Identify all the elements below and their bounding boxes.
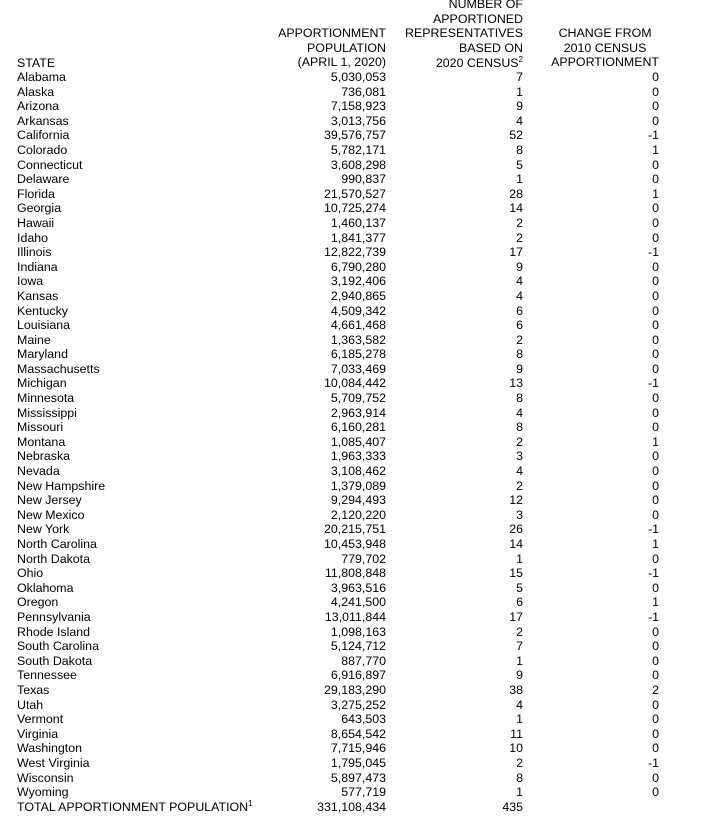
representatives-column-header	[405, 0, 523, 70]
representatives-value: 12	[509, 493, 523, 508]
table-row	[0, 318, 714, 333]
representatives-value: 38	[509, 682, 523, 697]
total-label: TOTAL APPORTIONMENT POPULATION	[17, 799, 249, 814]
population-value: 29,183,290	[323, 682, 386, 697]
change-value: -1	[647, 245, 659, 260]
population-value: 11,808,848	[324, 566, 386, 581]
change-value: 0	[652, 741, 659, 756]
representatives-value: 4	[516, 288, 523, 303]
population-header-line: (APRIL 1, 2020)	[297, 55, 386, 70]
state-name: New York	[17, 522, 70, 537]
table-row	[0, 639, 714, 654]
population-value: 3,963,516	[330, 580, 386, 595]
state-name: Rhode Island	[17, 624, 91, 639]
state-name: Pennsylvania	[17, 609, 91, 624]
population-value: 2,963,914	[330, 405, 386, 420]
representatives-value: 11	[510, 726, 523, 741]
population-value: 12,822,739	[323, 245, 386, 260]
table-row	[0, 698, 714, 713]
table-row	[0, 201, 714, 216]
population-value: 1,963,333	[330, 449, 386, 464]
state-name: Arkansas	[17, 113, 69, 128]
state-name: Wisconsin	[17, 770, 74, 785]
table-row	[0, 552, 714, 567]
representatives-value: 2	[516, 434, 523, 449]
representatives-header-line: BASED ON	[458, 41, 523, 56]
table-row	[0, 260, 714, 275]
state-name: Virginia	[17, 726, 59, 741]
table-row	[0, 406, 714, 421]
change-value: 0	[652, 113, 659, 128]
change-header-line: CHANGE FROM	[558, 26, 652, 40]
state-name: West Virginia	[17, 755, 90, 770]
population-value: 6,160,281	[330, 420, 386, 435]
table-row	[0, 522, 714, 537]
population-value: 1,085,407	[330, 434, 386, 449]
population-value: 1,098,163	[330, 624, 386, 639]
representatives-value: 6	[516, 595, 523, 610]
population-value: 6,916,897	[330, 668, 386, 683]
representatives-value: 14	[509, 201, 523, 216]
representatives-value: 7	[516, 70, 523, 84]
population-value: 7,033,469	[330, 361, 386, 376]
state-name: Tennessee	[17, 668, 77, 683]
table-row	[0, 712, 714, 727]
state-name: Nevada	[17, 464, 60, 479]
state-name: South Carolina	[17, 639, 99, 654]
change-value: 0	[652, 668, 659, 683]
table-row	[0, 537, 714, 552]
representatives-value: 1	[516, 712, 523, 727]
population-value: 4,241,500	[330, 595, 386, 610]
table-row	[0, 376, 714, 391]
representatives-value: 5	[516, 157, 523, 172]
state-column-header	[17, 56, 55, 71]
state-name: Colorado	[17, 142, 68, 157]
table-row	[0, 70, 714, 85]
table-row	[0, 245, 714, 260]
state-name: South Dakota	[17, 653, 93, 668]
table-row	[0, 158, 714, 173]
state-name: Oregon	[17, 595, 59, 610]
population-value: 5,709,752	[330, 391, 386, 406]
state-name: Arizona	[17, 99, 60, 114]
change-value: 1	[652, 595, 659, 610]
representatives-value: 9	[516, 668, 523, 683]
table-row	[0, 566, 714, 581]
table-row	[0, 668, 714, 683]
table-row	[0, 347, 714, 362]
representatives-value: 9	[516, 361, 523, 376]
representatives-value: 2	[516, 230, 523, 245]
representatives-value: 1	[516, 551, 523, 566]
representatives-value: 1	[516, 785, 523, 800]
state-name: Ohio	[17, 566, 44, 581]
change-value: 1	[652, 186, 659, 201]
population-value: 1,841,377	[330, 230, 386, 245]
change-header-line: APPORTIONMENT	[551, 55, 659, 70]
state-name: Delaware	[17, 172, 70, 187]
change-value: 0	[652, 201, 659, 216]
change-value: 0	[652, 99, 659, 114]
table-row	[0, 785, 714, 800]
table-row	[0, 771, 714, 786]
table-row	[0, 727, 714, 742]
population-value: 577,719	[341, 785, 386, 800]
state-header-label: STATE	[17, 56, 56, 70]
representatives-value: 10	[509, 741, 523, 756]
state-name: New Hampshire	[17, 478, 106, 493]
population-value: 887,770	[341, 653, 386, 668]
representatives-header-line	[405, 56, 523, 71]
state-name: Hawaii	[17, 215, 55, 230]
change-header-line: 2010 CENSUS	[563, 40, 647, 55]
change-value: 0	[652, 551, 659, 566]
representatives-footnote-marker: 2	[518, 54, 523, 64]
representatives-value: 2	[516, 755, 523, 770]
population-value: 5,124,712	[330, 639, 386, 654]
population-header-line: APPORTIONMENT	[278, 26, 386, 40]
representatives-value: 8	[516, 142, 523, 157]
total-population-value: 331,108,434	[317, 799, 386, 814]
representatives-header-line: APPORTIONED	[433, 11, 523, 26]
change-value: 0	[652, 303, 659, 318]
change-value: -1	[647, 522, 659, 537]
state-name: Idaho	[17, 230, 49, 245]
state-name: Utah	[17, 697, 44, 712]
population-value: 5,030,053	[330, 70, 386, 84]
state-name: Iowa	[17, 274, 44, 289]
population-value: 7,715,946	[330, 741, 386, 756]
representatives-value: 1	[516, 653, 523, 668]
table-row	[0, 449, 714, 464]
population-value: 5,782,171	[330, 142, 386, 157]
population-value: 13,011,844	[324, 609, 386, 624]
change-value: -1	[647, 755, 659, 770]
population-value: 6,790,280	[330, 259, 386, 274]
table-row	[0, 187, 714, 202]
population-value: 9,294,493	[330, 493, 386, 508]
change-value: 0	[652, 726, 659, 741]
table-row	[0, 625, 714, 640]
table-row	[0, 274, 714, 289]
representatives-value: 17	[509, 609, 523, 624]
table-row	[0, 756, 714, 771]
table-row	[0, 172, 714, 187]
state-name: North Carolina	[17, 537, 97, 551]
change-value: 0	[652, 391, 659, 406]
population-value: 4,661,468	[330, 318, 386, 333]
table-row	[0, 99, 714, 114]
population-column-header	[278, 26, 386, 70]
state-name: Wyoming	[17, 785, 69, 800]
table-row	[0, 304, 714, 319]
representatives-value: 28	[509, 186, 523, 201]
population-value: 3,013,756	[330, 113, 386, 128]
state-name: Massachusetts	[17, 361, 100, 376]
state-name: Texas	[17, 682, 50, 697]
table-row	[0, 479, 714, 494]
representatives-value: 6	[516, 318, 523, 333]
state-name: Kentucky	[17, 303, 68, 318]
population-value: 1,795,045	[330, 755, 386, 770]
representatives-value: 3	[516, 449, 523, 464]
representatives-header-line: REPRESENTATIVES	[405, 26, 523, 41]
representatives-value: 9	[516, 259, 523, 274]
table-row	[0, 581, 714, 596]
change-value: -1	[647, 376, 659, 391]
population-value: 3,192,406	[330, 274, 386, 289]
state-name: Michigan	[17, 376, 67, 391]
change-value: 2	[652, 682, 659, 697]
representatives-value: 3	[516, 507, 523, 522]
table-row	[0, 435, 714, 450]
representatives-value: 26	[509, 522, 523, 537]
representatives-value: 13	[509, 376, 523, 391]
population-value: 3,608,298	[330, 157, 386, 172]
change-value: 0	[652, 332, 659, 347]
population-value: 5,897,473	[330, 770, 386, 785]
representatives-value: 7	[516, 639, 523, 654]
state-name: Illinois	[17, 245, 52, 260]
state-name: Louisiana	[17, 318, 71, 333]
table-row	[0, 420, 714, 435]
population-value: 990,837	[341, 172, 386, 187]
change-value: 0	[652, 770, 659, 785]
population-value: 10,725,274	[323, 201, 386, 216]
representatives-value: 4	[516, 405, 523, 420]
table-row	[0, 464, 714, 479]
representatives-value: 8	[516, 391, 523, 406]
table-row	[0, 595, 714, 610]
population-header-line: POPULATION	[307, 40, 386, 55]
population-value: 7,158,923	[330, 99, 386, 114]
change-value: 0	[652, 288, 659, 303]
representatives-value: 17	[509, 245, 523, 260]
population-value: 6,185,278	[330, 347, 386, 362]
population-value: 3,275,252	[330, 697, 386, 712]
representatives-value: 2	[516, 332, 523, 347]
representatives-value: 2	[516, 624, 523, 639]
population-value: 1,363,582	[330, 332, 386, 347]
representatives-value: 9	[516, 99, 523, 114]
table-row	[0, 391, 714, 406]
representatives-value: 4	[516, 464, 523, 479]
change-value: 0	[652, 274, 659, 289]
change-value: 0	[652, 493, 659, 508]
change-value: 0	[652, 464, 659, 479]
table-row	[0, 143, 714, 158]
representatives-value: 4	[516, 274, 523, 289]
table-row	[0, 85, 714, 100]
table-row	[0, 216, 714, 231]
state-name: Nebraska	[17, 449, 71, 464]
change-value: 0	[652, 70, 659, 84]
state-name: North Dakota	[17, 551, 91, 566]
representatives-header-line: NUMBER OF	[448, 0, 523, 11]
population-value: 10,453,948	[323, 537, 386, 551]
representatives-value: 4	[516, 697, 523, 712]
change-value: 0	[652, 624, 659, 639]
population-value: 20,215,751	[323, 522, 386, 537]
state-name: Mississippi	[17, 405, 77, 420]
change-value: 0	[652, 507, 659, 522]
change-value: 0	[652, 361, 659, 376]
population-value: 2,940,865	[330, 288, 386, 303]
representatives-header-text: 2020 CENSUS	[435, 55, 519, 70]
state-name: Alabama	[17, 70, 66, 84]
population-value: 4,509,342	[330, 303, 386, 318]
change-value: 0	[652, 478, 659, 493]
population-value: 21,570,527	[323, 186, 386, 201]
change-value: 0	[652, 653, 659, 668]
state-name: Georgia	[17, 201, 62, 216]
state-name: Oklahoma	[17, 580, 74, 595]
change-value: 0	[652, 157, 659, 172]
change-value: 0	[652, 172, 659, 187]
population-value: 1,460,137	[330, 215, 386, 230]
change-value: 0	[652, 420, 659, 435]
representatives-value: 1	[516, 172, 523, 187]
change-value: 0	[652, 318, 659, 333]
population-value: 2,120,220	[330, 507, 386, 522]
table-row	[0, 333, 714, 348]
population-value: 39,576,757	[323, 128, 386, 143]
change-value: 0	[652, 405, 659, 420]
population-value: 3,108,462	[330, 464, 386, 479]
state-name: Minnesota	[17, 391, 75, 406]
total-label-group	[17, 800, 253, 815]
change-column-header	[551, 26, 659, 70]
representatives-value: 14	[509, 537, 523, 551]
representatives-value: 8	[516, 770, 523, 785]
change-value: -1	[647, 609, 659, 624]
representatives-value: 2	[516, 478, 523, 493]
change-value: 0	[652, 639, 659, 654]
table-row	[0, 610, 714, 625]
state-name: Alaska	[17, 84, 55, 99]
state-name: Missouri	[17, 420, 64, 435]
table-row	[0, 289, 714, 304]
representatives-value: 4	[516, 113, 523, 128]
state-name: Montana	[17, 434, 66, 449]
representatives-value: 6	[516, 303, 523, 318]
representatives-value: 5	[516, 580, 523, 595]
state-name: Maryland	[17, 347, 68, 362]
state-name: Maine	[17, 332, 51, 347]
table-row	[0, 683, 714, 698]
change-value: 1	[652, 434, 659, 449]
change-value: 1	[652, 142, 659, 157]
state-name: Vermont	[17, 712, 64, 727]
representatives-value: 15	[509, 566, 523, 581]
change-value: 0	[652, 84, 659, 99]
state-name: Indiana	[17, 259, 58, 274]
change-value: 0	[652, 449, 659, 464]
table-row	[0, 654, 714, 669]
table-row	[0, 508, 714, 523]
state-name: Florida	[17, 186, 55, 201]
population-value: 1,379,089	[330, 478, 386, 493]
population-value: 779,702	[341, 551, 386, 566]
change-value: 0	[652, 697, 659, 712]
population-value: 643,503	[341, 712, 386, 727]
total-representatives-value: 435	[502, 799, 523, 814]
representatives-value: 8	[516, 420, 523, 435]
state-name: New Mexico	[17, 507, 85, 522]
population-value: 8,654,542	[330, 726, 386, 741]
change-value: 0	[652, 259, 659, 274]
apportionment-table-body	[0, 70, 714, 814]
table-row	[0, 128, 714, 143]
change-value: -1	[647, 566, 659, 581]
table-row	[0, 231, 714, 246]
representatives-value: 2	[516, 215, 523, 230]
table-row	[0, 493, 714, 508]
change-value: -1	[647, 128, 659, 143]
population-value: 10,084,442	[323, 376, 386, 391]
change-value: 0	[652, 712, 659, 727]
table-row	[0, 741, 714, 756]
total-footnote-marker: 1	[248, 798, 253, 808]
representatives-value: 1	[516, 84, 523, 99]
change-value: 0	[652, 580, 659, 595]
change-value: 0	[652, 230, 659, 245]
change-value: 0	[652, 347, 659, 362]
table-row	[0, 114, 714, 129]
table-row	[0, 362, 714, 377]
change-value: 0	[652, 215, 659, 230]
state-name: New Jersey	[17, 493, 82, 508]
state-name: California	[17, 128, 70, 143]
total-row	[0, 800, 714, 815]
representatives-value: 8	[516, 347, 523, 362]
change-value: 1	[652, 537, 659, 551]
population-value: 736,081	[341, 84, 386, 99]
state-name: Connecticut	[17, 157, 83, 172]
state-name: Kansas	[17, 288, 59, 303]
representatives-value: 52	[509, 128, 523, 143]
change-value: 0	[652, 785, 659, 800]
state-name: Washington	[17, 741, 82, 756]
